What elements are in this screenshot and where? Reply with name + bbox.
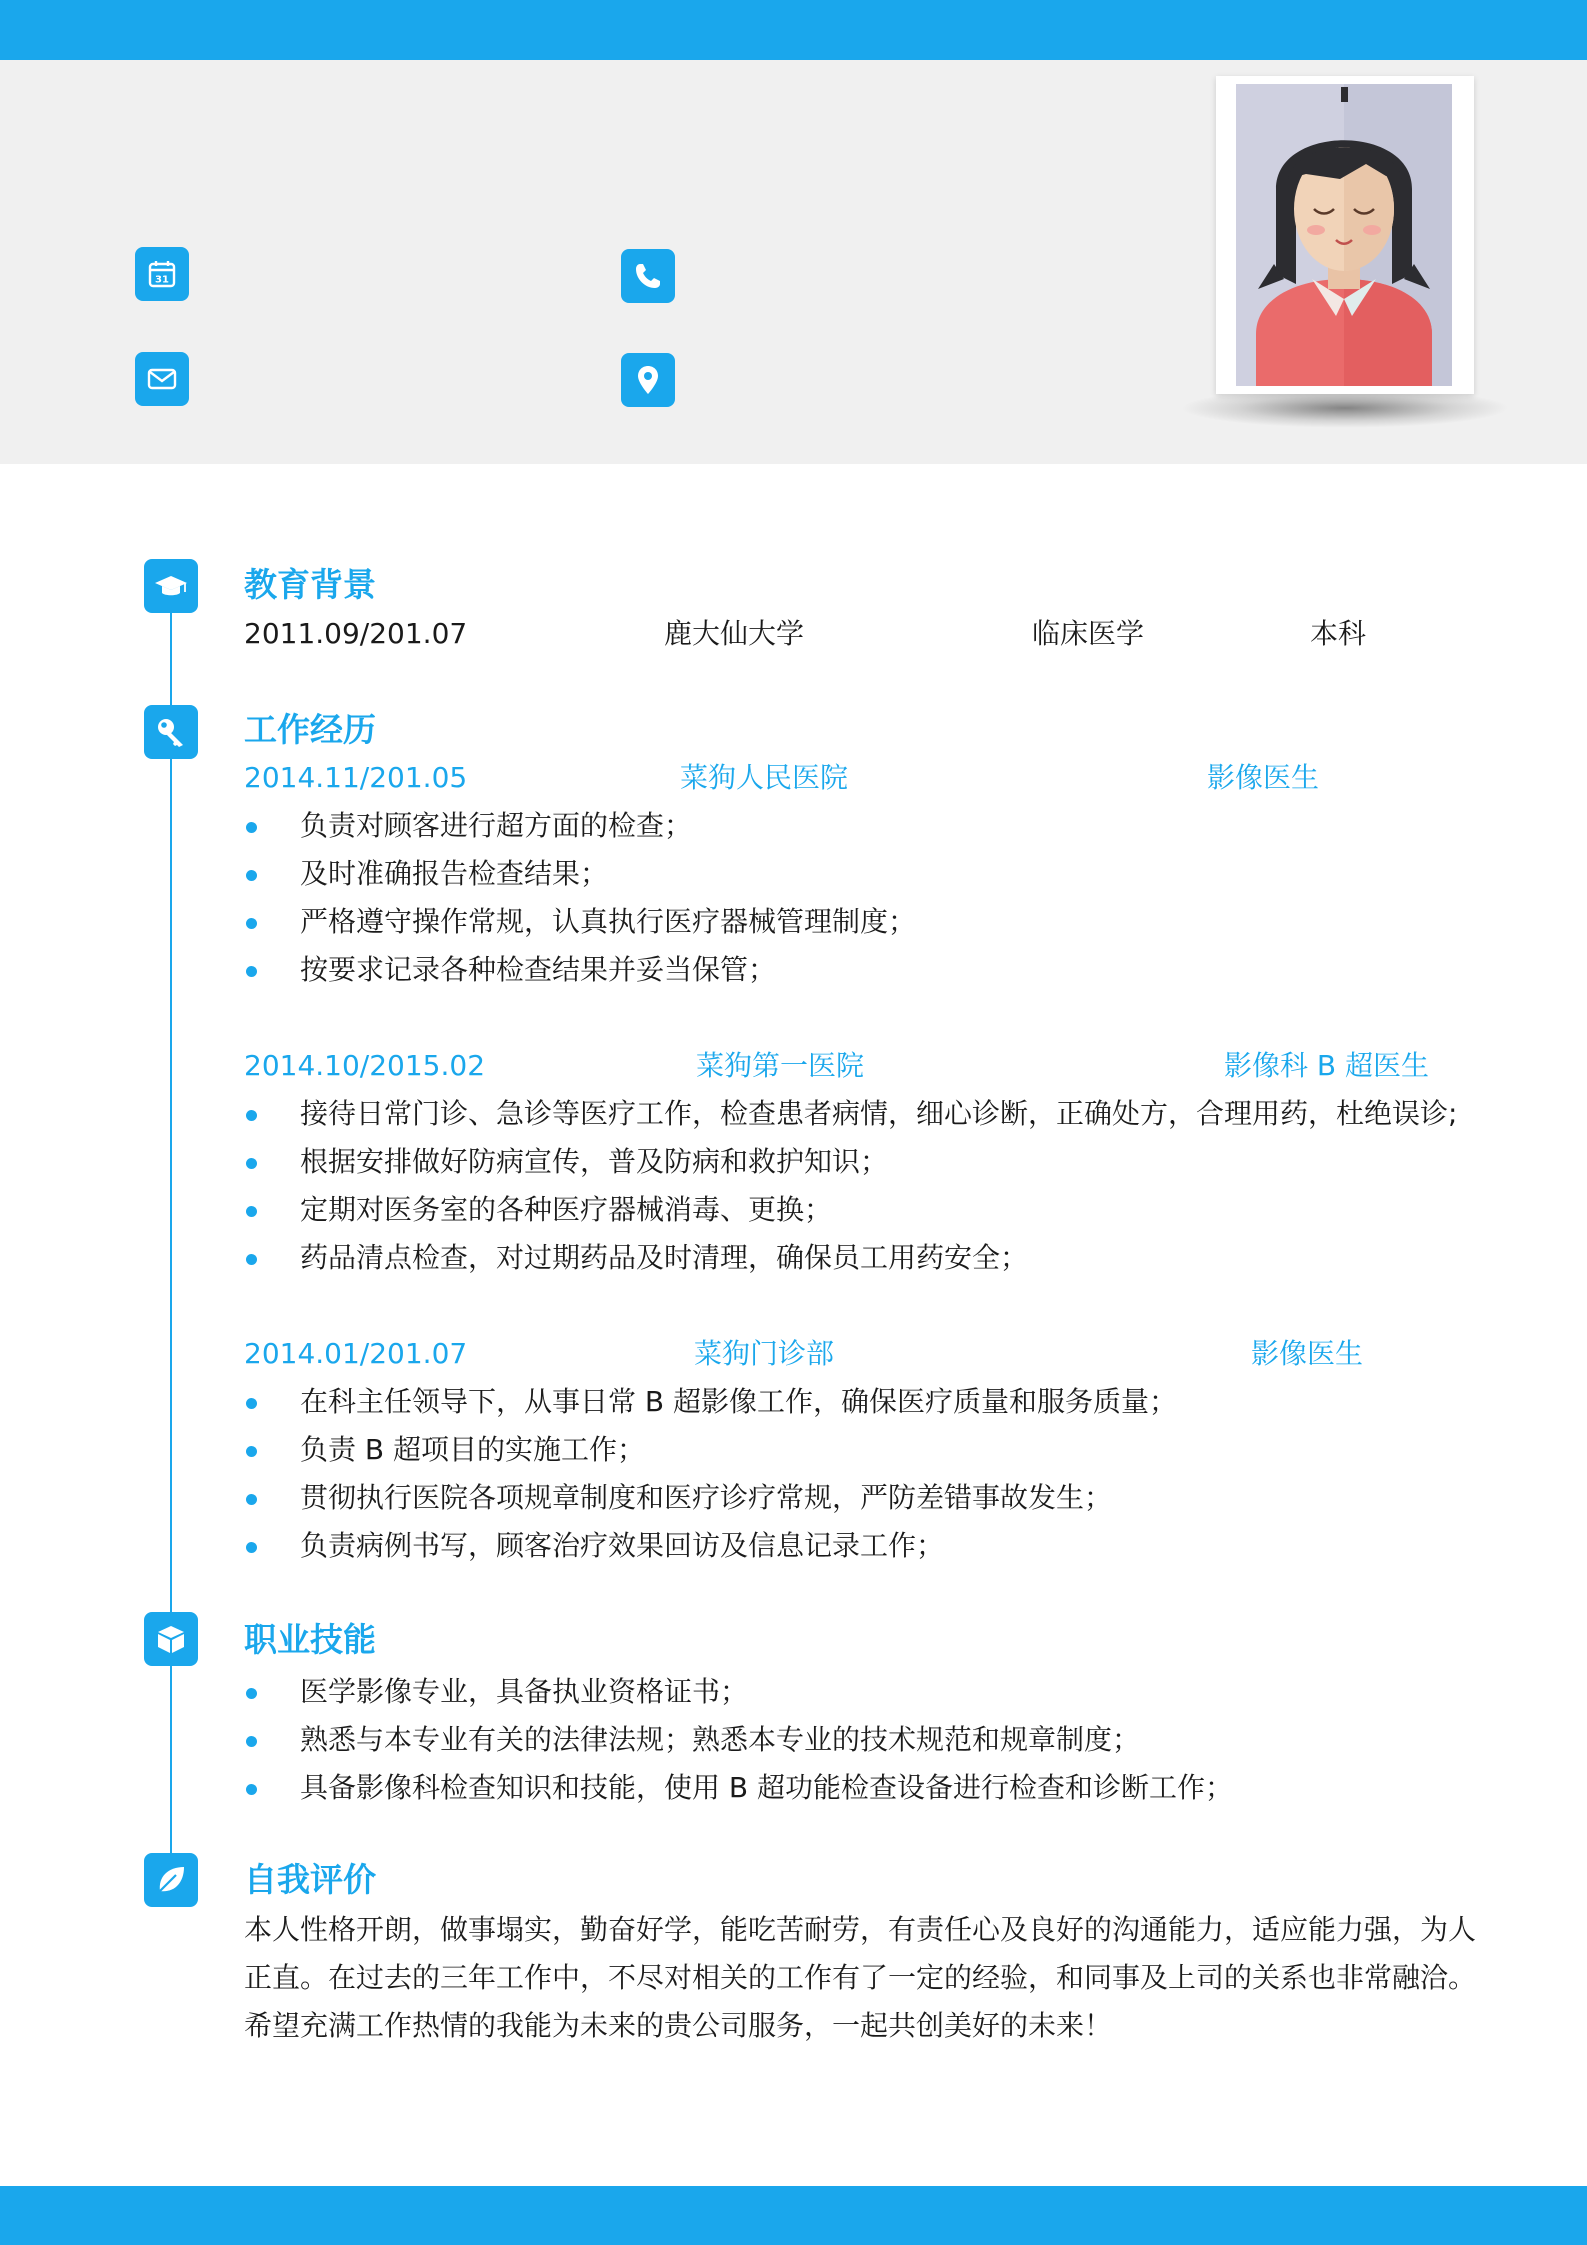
job-position: 影像医生	[1207, 761, 1320, 794]
list-item: 负责对顾客进行超方面的检查；	[244, 802, 916, 850]
timeline-line	[170, 585, 172, 1880]
self-evaluation-title: 自我评价	[244, 1860, 376, 1899]
list-item: 严格遵守操作常规，认真执行医疗器械管理制度；	[244, 898, 916, 946]
book-icon	[144, 1612, 198, 1666]
graduation-cap-icon	[144, 559, 198, 613]
education-major: 临床医学	[1032, 617, 1145, 650]
list-item: 按要求记录各种检查结果并妥当保管；	[244, 946, 916, 994]
job-position: 影像医生	[1251, 1337, 1364, 1370]
job-position: 影像科 B 超医生	[1224, 1049, 1430, 1082]
profile-photo	[1216, 76, 1474, 394]
key-icon	[144, 705, 198, 759]
work-title: 工作经历	[244, 710, 376, 749]
phone-icon	[621, 249, 675, 303]
job-period: 2014.11/201.05	[244, 761, 468, 794]
job-duties-list	[244, 1090, 1457, 1282]
list-item: 药品清点检查，对过期药品及时清理，确保员工用药安全；	[244, 1234, 1457, 1282]
list-item: 在科主任领导下，从事日常 B 超影像工作，确保医疗质量和服务质量；	[244, 1378, 1177, 1426]
top-accent-bar	[0, 0, 1587, 60]
job-company: 菜狗第一医院	[696, 1049, 865, 1082]
leaf-icon	[144, 1853, 198, 1907]
job-period: 2014.10/2015.02	[244, 1049, 486, 1082]
job-duties-list	[244, 802, 916, 994]
list-item: 熟悉与本专业有关的法律法规；熟悉本专业的技术规范和规章制度；	[244, 1716, 1233, 1764]
list-item: 定期对医务室的各种医疗器械消毒、更换；	[244, 1186, 1457, 1234]
avatar-illustration	[1236, 84, 1452, 386]
photo-shadow	[1180, 388, 1510, 428]
list-item: 贯彻执行医院各项规章制度和医疗诊疗常规，严防差错事故发生；	[244, 1474, 1177, 1522]
list-item: 负责病例书写，顾客治疗效果回访及信息记录工作；	[244, 1522, 1177, 1570]
job-period: 2014.01/201.07	[244, 1337, 468, 1370]
education-period: 2011.09/201.07	[244, 617, 468, 650]
location-icon	[621, 353, 675, 407]
job-duties-list	[244, 1378, 1177, 1570]
bottom-accent-bar	[0, 2186, 1587, 2245]
mail-icon	[135, 352, 189, 406]
job-company: 菜狗人民医院	[680, 761, 849, 794]
skills-title: 职业技能	[244, 1620, 376, 1659]
education-school: 鹿大仙大学	[664, 617, 805, 650]
svg-text:31: 31	[155, 274, 169, 286]
calendar-icon	[135, 247, 189, 301]
self-evaluation-text: 本人性格开朗，做事塌实，勤奋好学，能吃苦耐劳，有责任心及良好的沟通能力，适应能力强，为人正直。在过去的三年工作中，不尽对相关的工作有了一定的经验，和同事及上司的关系也非常融洽。希望充满工作热情的我能为未来的贵公司服务，一起共创美好的未来！	[244, 1913, 1477, 2042]
list-item: 根据安排做好防病宣传，普及防病和救护知识；	[244, 1138, 1457, 1186]
education-title: 教育背景	[244, 565, 376, 604]
list-item: 具备影像科检查知识和技能，使用 B 超功能检查设备进行检查和诊断工作；	[244, 1764, 1233, 1812]
job-company: 菜狗门诊部	[694, 1337, 835, 1370]
skills-list	[244, 1668, 1233, 1812]
list-item: 医学影像专业，具备执业资格证书；	[244, 1668, 1233, 1716]
list-item: 接待日常门诊、急诊等医疗工作，检查患者病情，细心诊断，正确处方，合理用药，杜绝误诊;	[244, 1090, 1457, 1138]
list-item: 负责 B 超项目的实施工作；	[244, 1426, 1177, 1474]
list-item: 及时准确报告检查结果；	[244, 850, 916, 898]
education-degree: 本科	[1310, 617, 1367, 650]
